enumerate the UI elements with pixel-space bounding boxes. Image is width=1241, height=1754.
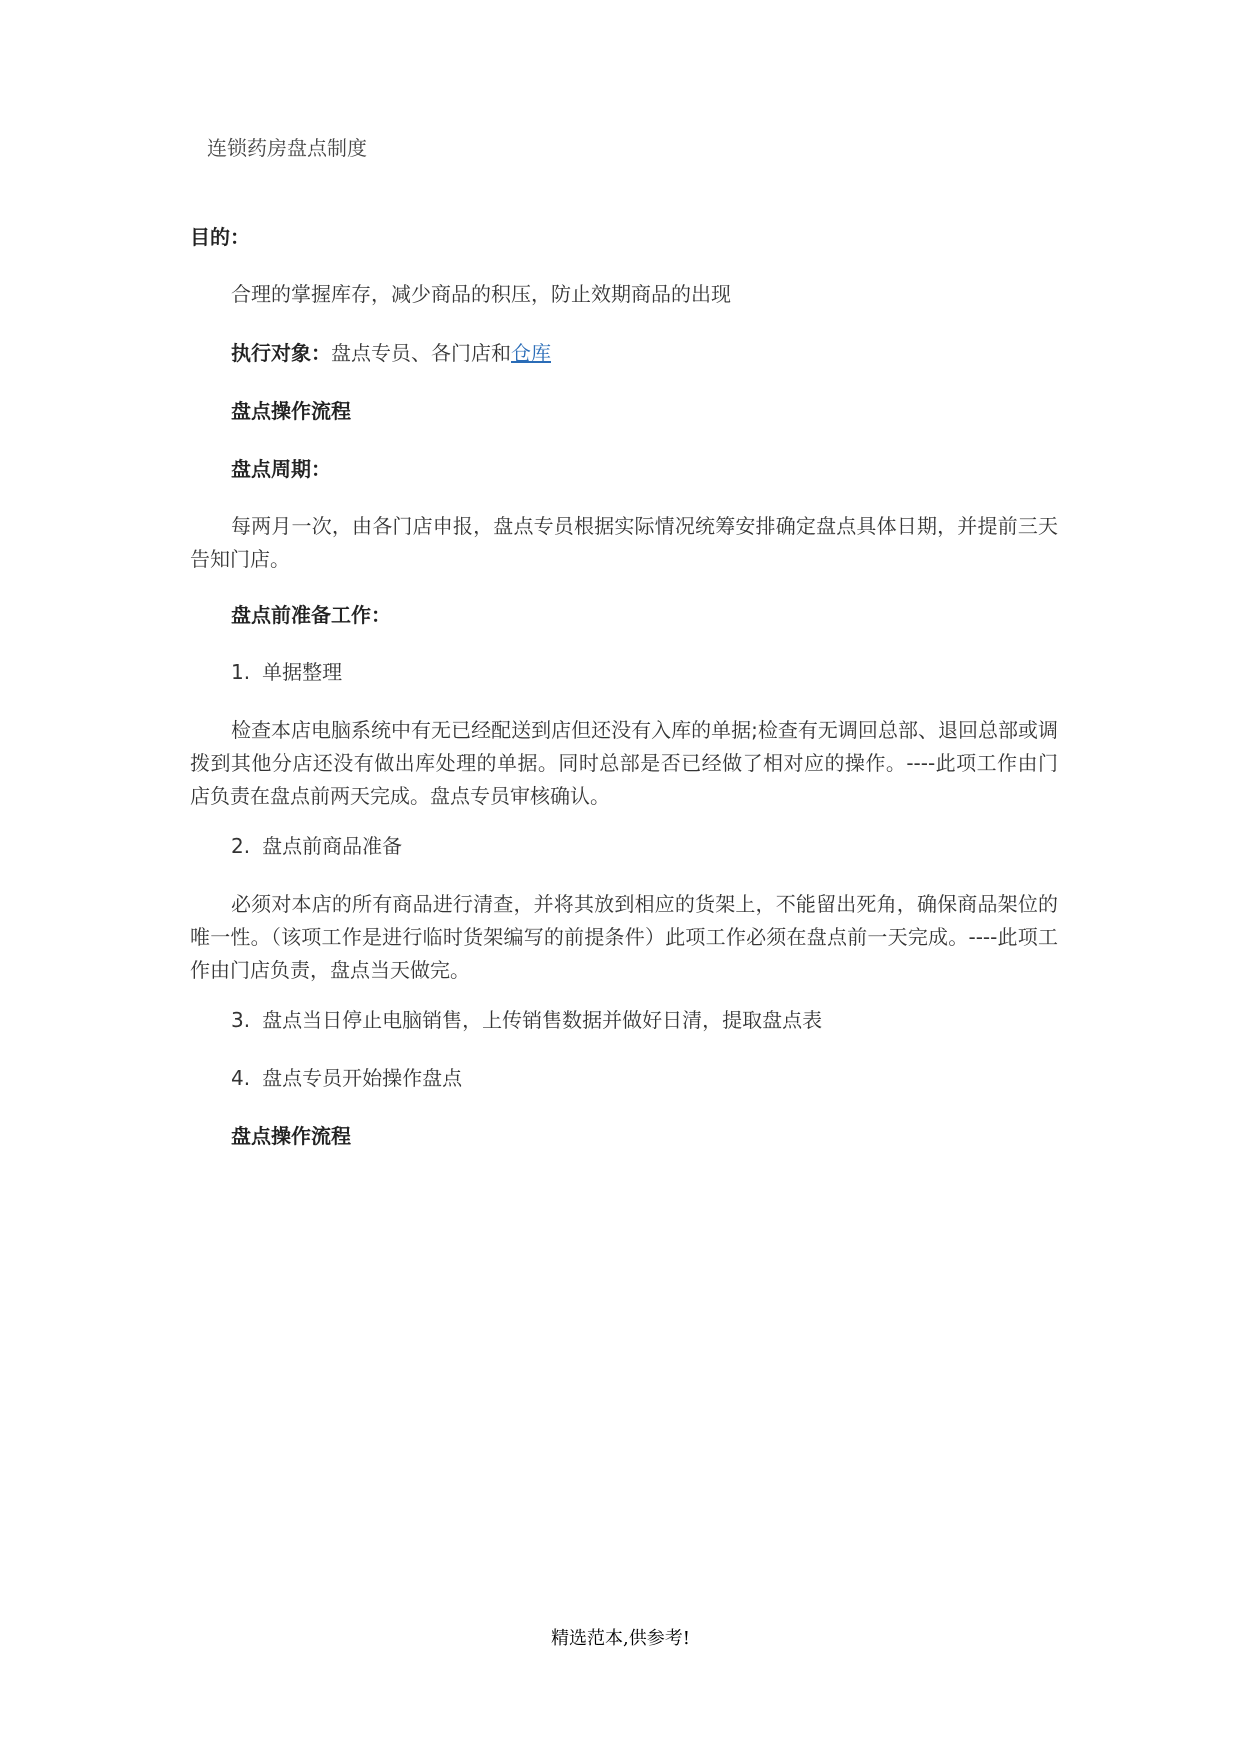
list-item-4	[231, 1062, 462, 1095]
warehouse-link[interactable]: 仓库	[511, 341, 551, 365]
item2-paragraph: 必须对本店的所有商品进行清查，并将其放到相应的货架上，不能留出死角，确保商品架位的唯一性。（该项工作是进行临时货架编写的前提条件）此项工作必须在盘点前一天完成。----此项工作由门店负责，盘点当天做完。	[190, 892, 1058, 982]
list-item-number: 3.	[231, 1008, 251, 1032]
target-label: 执行对象：	[231, 341, 331, 365]
page-footer: 精选范本,供参考!	[551, 1628, 690, 1649]
list-item-1	[231, 656, 342, 689]
process-heading-2: 盘点操作流程	[231, 1124, 351, 1148]
cycle-paragraph: 每两月一次，由各门店申报，盘点专员根据实际情况统筹安排确定盘点具体日期，并提前三天告知门店。	[190, 514, 1058, 571]
target-text: 盘点专员、各门店和	[331, 341, 511, 365]
list-item-2	[231, 830, 402, 863]
list-item-label: 盘点前商品准备	[262, 834, 403, 858]
prep-heading: 盘点前准备工作：	[231, 603, 391, 627]
list-item-number: 1.	[231, 660, 251, 684]
list-item-label: 盘点专员开始操作盘点	[262, 1066, 463, 1090]
target-line	[231, 337, 551, 370]
list-item-number: 2.	[231, 834, 251, 858]
list-item-number: 4.	[231, 1066, 251, 1090]
list-item-3	[231, 1004, 822, 1037]
cycle-heading: 盘点周期：	[231, 457, 331, 481]
item1-paragraph: 检查本店电脑系统中有无已经配送到店但还没有入库的单据;检查有无调回总部、退回总部或调拨到其他分店还没有做出库处理的单据。同时总部是否已经做了相对应的操作。----此项工作由门店负责在盘点前两天完成。盘点专员审核确认。	[190, 718, 1058, 808]
list-item-label: 盘点当日停止电脑销售，上传销售数据并做好日清，提取盘点表	[262, 1008, 823, 1032]
document-title: 连锁药房盘点制度	[207, 136, 367, 160]
process-heading: 盘点操作流程	[231, 399, 351, 423]
list-item-label: 单据整理	[262, 660, 343, 684]
purpose-text: 合理的掌握库存，减少商品的积压，防止效期商品的出现	[231, 282, 731, 306]
purpose-heading: 目的：	[190, 225, 250, 249]
